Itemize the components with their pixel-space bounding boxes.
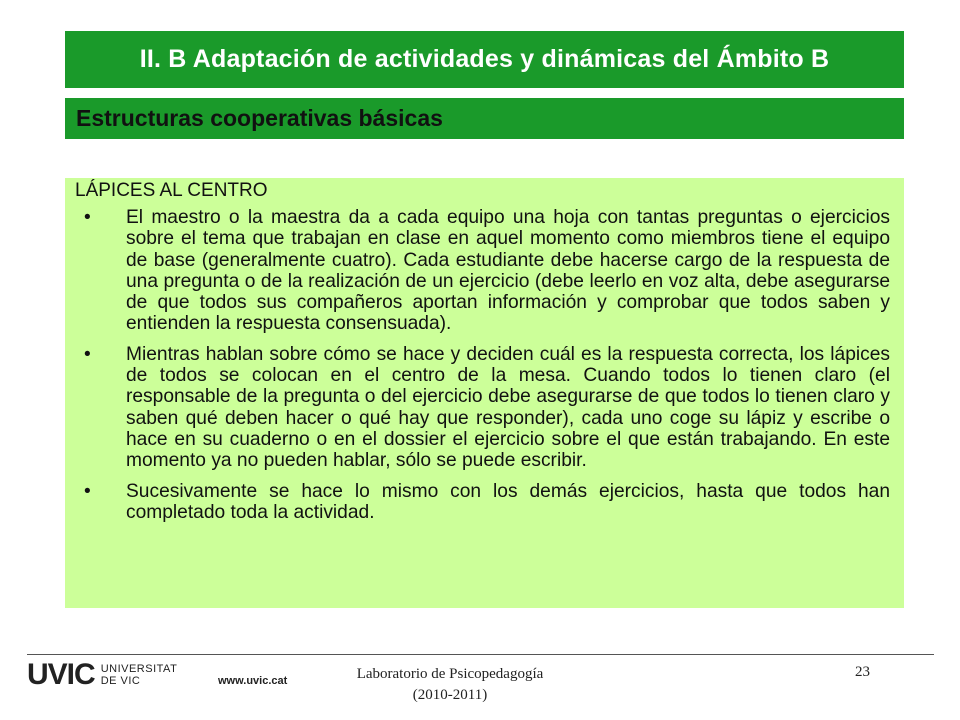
logo-text [101, 663, 178, 687]
logo-line-2: DE VIC [100, 675, 141, 687]
logo-mark: UVIC [27, 658, 95, 691]
bullet-text: Sucesivamente se hace lo mismo con los demás ejercicios, hasta que todos han completado toda la actividad. [126, 480, 890, 523]
uvic-logo [27, 660, 177, 690]
website-link[interactable]: www.uvic.cat [218, 675, 288, 687]
bullet-icon: • [84, 207, 91, 228]
footer-caption [330, 664, 570, 706]
list-item [75, 481, 890, 524]
logo-line-1: UNIVERSITAT [100, 663, 178, 675]
bullet-text: Mientras hablan sobre cómo se hace y deciden cuál es la respuesta correcta, los lápices de todos se colocan en el centro de la mesa. Cuando todos lo tienen claro (el responsable de la pregunta o del ejercicio debe asegurarse de que todos lo tienen claro y saben qué deben hacer o qué hay que responder), cada uno coge su lápiz y escribe o hace en su cuaderno o en el dossier el ejercicio sobre el que están trabajando. En este momento ya no pueden hablar, sólo se puede escribir. [126, 343, 890, 472]
bullet-list [75, 207, 890, 523]
footer-caption-line-1: Laboratorio de Psicopedagogía [356, 666, 544, 682]
section-heading: LÁPICES AL CENTRO [75, 180, 268, 201]
footer-divider [27, 654, 934, 655]
bullet-icon: • [84, 343, 91, 365]
slide-title-bar [65, 31, 904, 88]
list-item [75, 344, 890, 472]
footer-caption-line-2: (2010-2011) [412, 687, 488, 703]
slide-subtitle-bar [65, 98, 904, 139]
slide-subtitle: Estructuras cooperativas básicas [65, 98, 508, 139]
page-number: 23 [855, 664, 870, 680]
content-box [65, 178, 904, 608]
slide-title: II. B Adaptación de actividades y dinámicas del Ámbito B [139, 45, 830, 73]
bullet-icon: • [84, 480, 91, 502]
bullet-text: El maestro o la maestra da a cada equipo una hoja con tantas preguntas o ejercicios sobre el tema que trabajan en clase en aquel momento como miembros tiene el equipo de base (generalmente cuatro). Cada estudiante debe hacerse cargo de la respuesta de una pregunta o de la realización de un ejercicio (debe leerlo en voz alta, debe asegurarse de que todos sus compañeros aportan información y comprobar que todos saben y entienden la respuesta consensuada). [126, 207, 890, 335]
list-item [75, 207, 890, 335]
